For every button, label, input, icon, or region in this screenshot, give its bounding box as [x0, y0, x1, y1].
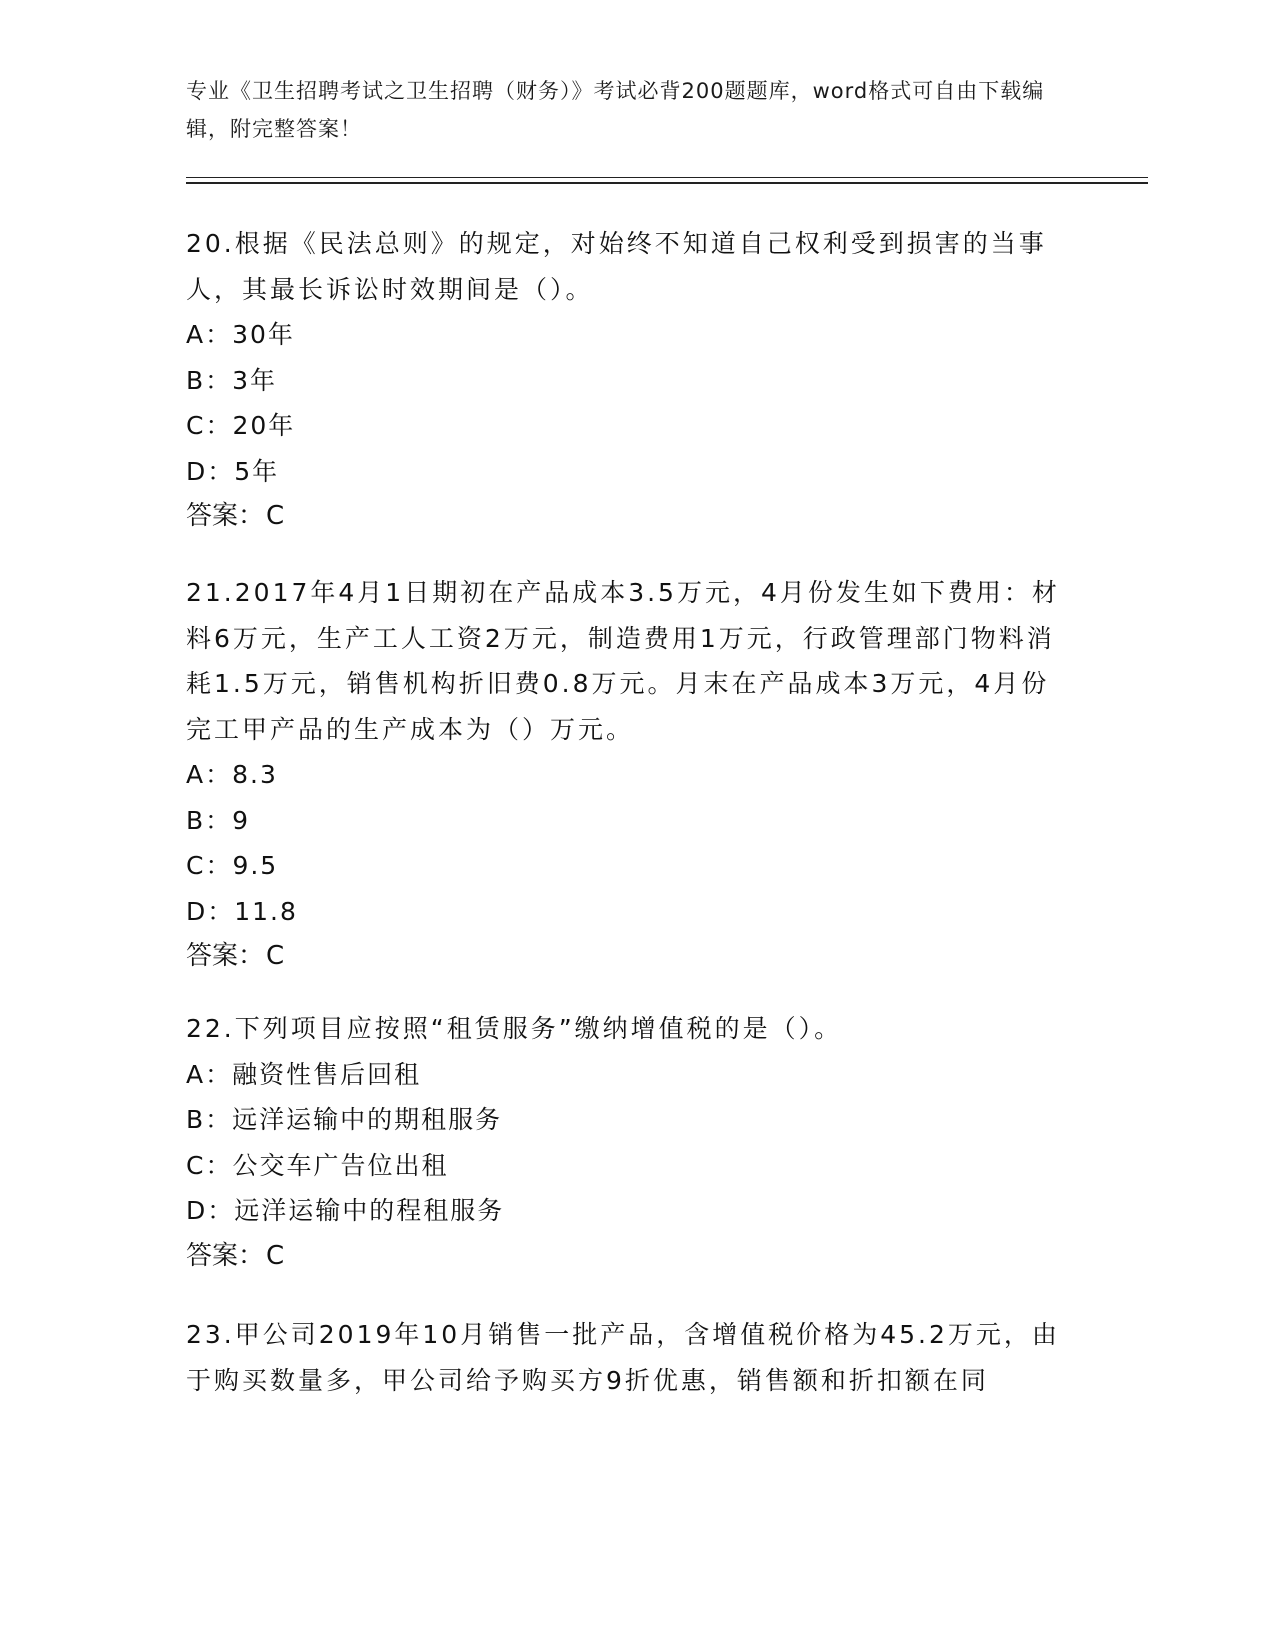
option-c: C：20年 [186, 411, 296, 440]
answer-label: 答案： [186, 941, 265, 971]
option-b: B：9 [186, 805, 251, 835]
answer-label: 答案： [186, 1240, 265, 1271]
option-d: D：5年 [186, 456, 280, 486]
question-21 [186, 570, 1066, 980]
option-b: B：远洋运输中的期租服务 [186, 1105, 503, 1134]
question-stem: 20.根据《民法总则》的规定，对始终不知道自己权利受到损害的当事人，其最长诉讼时效期间是（）。 [186, 229, 1047, 304]
answer-value: C [266, 1240, 285, 1271]
header-divider-thick [186, 182, 1148, 184]
option-a: A：30年 [186, 320, 295, 349]
option-a: A：融资性售后回租 [186, 1059, 422, 1089]
answer-value: C [266, 941, 285, 971]
question-23 [186, 1312, 1066, 1403]
document-header: 专业《卫生招聘考试之卫生招聘（财务）》考试必背200题题库，word格式可自由下载编辑，附完整答案！ [186, 79, 1045, 141]
answer-line [186, 1234, 1066, 1280]
option-d: D：11.8 [186, 896, 298, 926]
question-20 [186, 221, 1066, 540]
option-a: A：8.3 [186, 760, 278, 789]
option-c: C：9.5 [186, 851, 279, 880]
question-stem: 21.2017年4月1日期初在产品成本3.5万元，4月份发生如下费用：材料6万元，生产工人工资2万元，制造费用1万元，行政管理部门物料消耗1.5万元，销售机构折旧费0.8万元。月末在产品成本3万元，4月份完工甲产品的生产成本为（）万元。 [186, 578, 1060, 744]
answer-line [186, 934, 1066, 980]
question-stem: 22.下列项目应按照“租赁服务”缴纳增值税的是（）。 [186, 1014, 843, 1043]
option-d: D：远洋运输中的程租服务 [186, 1196, 505, 1225]
answer-line [186, 494, 1066, 540]
option-c: C：公交车广告位出租 [186, 1150, 449, 1180]
header-divider-thin [186, 177, 1148, 178]
question-stem: 23.甲公司2019年10月销售一批产品，含增值税价格为45.2万元，由于购买数量多，甲公司给予购买方9折优惠，销售额和折扣额在同 [186, 1320, 1060, 1395]
answer-label: 答案： [186, 501, 265, 531]
answer-value: C [266, 501, 285, 531]
question-22 [186, 1006, 1066, 1279]
option-b: B：3年 [186, 365, 278, 395]
